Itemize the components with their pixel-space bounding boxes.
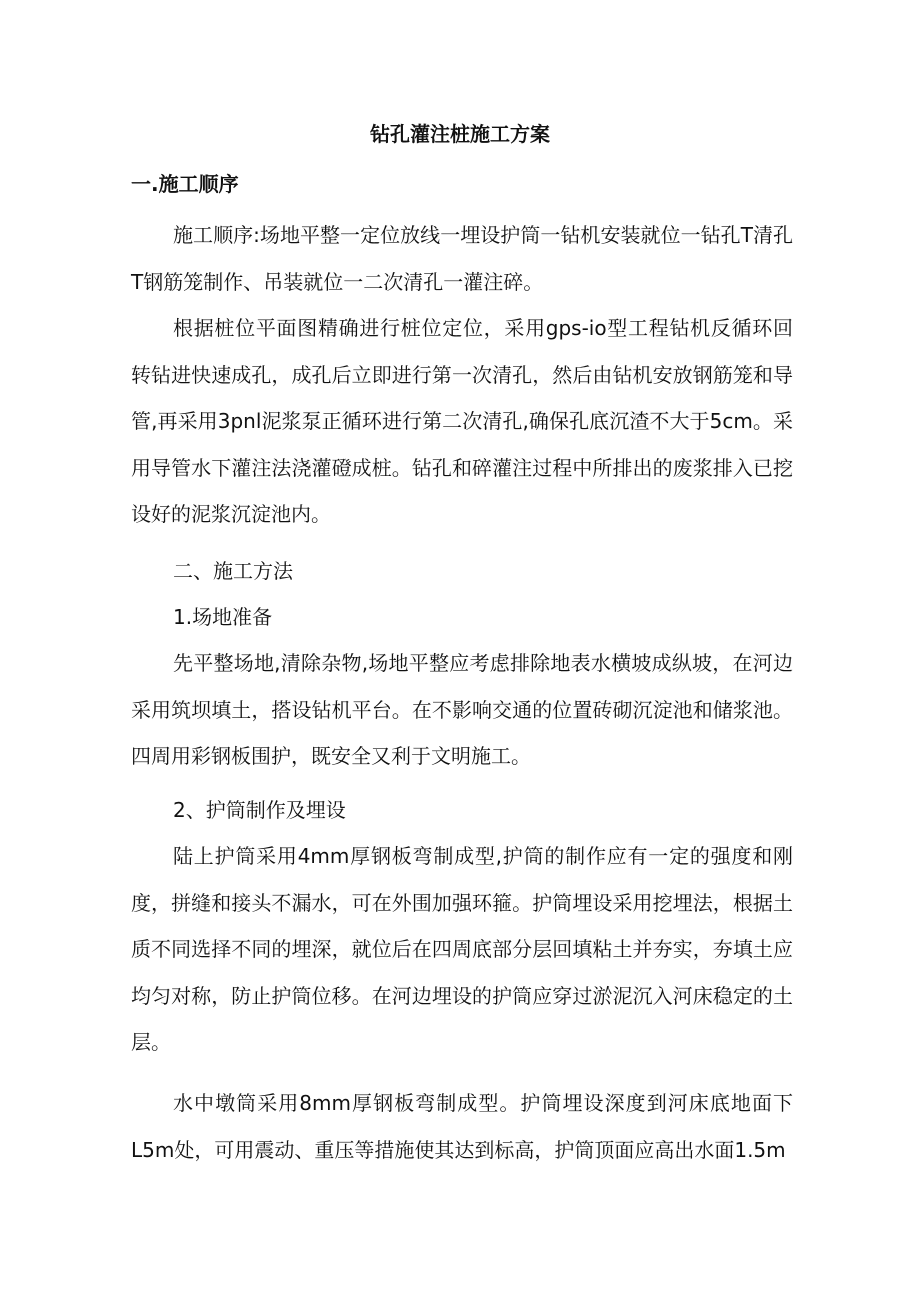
subheading-site-preparation: 1.场地准备: [173, 605, 273, 629]
subheading-casing: 2、护筒制作及埋设: [173, 798, 346, 822]
document-title: 钻孔灌注桩施工方案: [370, 122, 550, 146]
paragraph-site-preparation: 先平整场地,清除杂物,场地平整应考虑排除地表水横坡成纵坡，在河边采用筑坝填土，搭设钻机平台。在不影响交通的位置砖砌沉淀池和储浆池。四周用彩钢板围护，既安全又利于文明施工。: [131, 651, 793, 769]
section-heading-construction-sequence: 一.施工顺序: [131, 172, 239, 196]
paragraph-land-casing: 陆上护筒采用4mm厚钢板弯制成型,护筒的制作应有一定的强度和刚度，拼缝和接头不漏水，可在外围加强环箍。护筒埋设采用挖埋法，根据土质不同选择不同的埋深，就位后在四周底部分层回填粘土并夯实，夯填土应均匀对称，防止护筒位移。在河边埋设的护筒应穿过淤泥沉入河床稳定的土层。: [131, 844, 793, 1055]
paragraph-positioning: 根据桩位平面图精确进行桩位定位，采用gps-io型工程钻机反循环回转钻进快速成孔，成孔后立即进行第一次清孔，然后由钻机安放钢筋笼和导管,再采用3pnl泥浆泵正循环进行第二次清孔,确保孔底沉渣不大于5cm。采用导管水下灌注法浇灌磴成桩。钻孔和碎灌注过程中所排出的废浆排入已挖设好的泥浆沉淀池内。: [131, 316, 793, 527]
paragraph-water-casing: 水中墩筒采用8mm厚钢板弯制成型。护筒埋设深度到河床底地面下L5m处，可用震动、重压等措施使其达到标高，护筒顶面应高出水面1.5m: [131, 1091, 793, 1162]
paragraph-sequence: 施工顺序:场地平整一定位放线一埋设护筒一钻机安装就位一钻孔T清孔T钢筋笼制作、吊装就位一二次清孔一灌注碎。: [131, 223, 793, 294]
section-heading-construction-method: 二、施工方法: [173, 559, 293, 583]
